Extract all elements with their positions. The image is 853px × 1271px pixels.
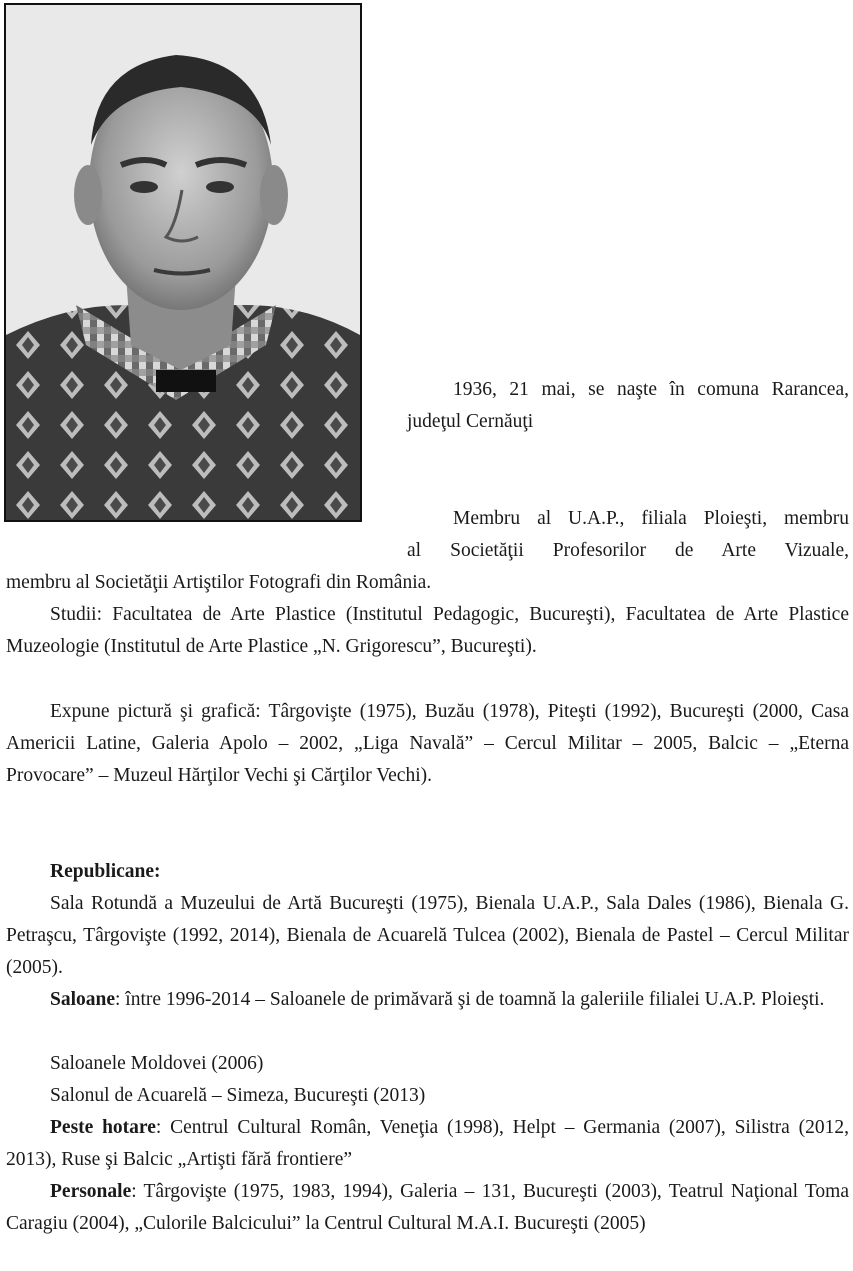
personale-label: Personale: [50, 1181, 132, 1202]
membership-line-1: Membru al U.A.P., filiala Ploieşti, membru: [453, 508, 849, 529]
birth-line-1: 1936, 21 mai, se naşte în comuna Rarancea,: [453, 379, 849, 400]
saloane-item-acuarela: Salonul de Acuarelă – Simeza, Bucureşti (2013): [50, 1085, 426, 1106]
peste-hotare-paragraph: [6, 1112, 849, 1176]
personale-text: : Târgovişte (1975, 1983, 1994), Galeria – 131, Bucureşti (2003), Teatrul Naţional Toma Caragiu (2004), „Culorile Balcicului” la Centrul Cultural M.A.I. Bucureşti (2005): [6, 1181, 849, 1234]
personale-paragraph: [6, 1176, 849, 1240]
republicane-heading: [6, 856, 849, 888]
membership-line-3: membru al Societăţii Artiştilor Fotografi din România.: [6, 572, 432, 593]
peste-hotare-label: Peste hotare: [50, 1117, 156, 1138]
saloane-item-moldova: Saloanele Moldovei (2006): [50, 1053, 264, 1074]
birth-line-2: judeţul Cernăuţi: [407, 411, 534, 432]
republicane-paragraph: Sala Rotundă a Muzeului de Artă Bucureşti (1975), Bienala U.A.P., Sala Dales (1986), Bienala G. Petraşcu, Târgovişte (1992, 2014), Bienala de Acuarelă Tulcea (2002), Bienala de Pastel – Cercul Militar (2005).: [6, 893, 849, 978]
studies-paragraph: Studii: Facultatea de Arte Plastice (Institutul Pedagogic, Bucureşti), Facultatea de Arte Plastice Muzeologie (Institutul de Arte Plastice „N. Grigorescu”, Bucureşti).: [6, 604, 849, 657]
exhibits-paragraph: Expune pictură şi grafică: Târgovişte (1975), Buzău (1978), Piteşti (1992), Bucureşti (2000, Casa Americii Latine, Galeria Apolo – 2002, „Liga Navală” – Cercul Militar – 2005, Balcic – „Eterna Provocare” – Muzeul Hărţilor Vechi şi Cărţilor Vechi).: [6, 701, 849, 786]
saloane-text: : între 1996-2014 – Saloanele de primăvară şi de toamnă la galeriile filialei U.A.P. Ploieşti.: [115, 989, 825, 1010]
portrait-image: [6, 5, 360, 520]
membership-paragraph: [407, 503, 849, 567]
membership-line-2: al Societăţii Profesorilor de Arte Vizuale,: [407, 540, 849, 561]
saloane-paragraph: [6, 984, 849, 1016]
portrait-photo: [4, 3, 362, 522]
peste-hotare-text: : Centrul Cultural Român, Veneţia (1998), Helpt – Germania (2007), Silistra (2012, 2013), Ruse şi Balcic „Artişti fără frontiere”: [6, 1117, 849, 1170]
saloane-label: Saloane: [50, 989, 116, 1010]
republicane-heading-text: Republicane:: [50, 861, 161, 882]
birth-paragraph: [407, 374, 849, 438]
